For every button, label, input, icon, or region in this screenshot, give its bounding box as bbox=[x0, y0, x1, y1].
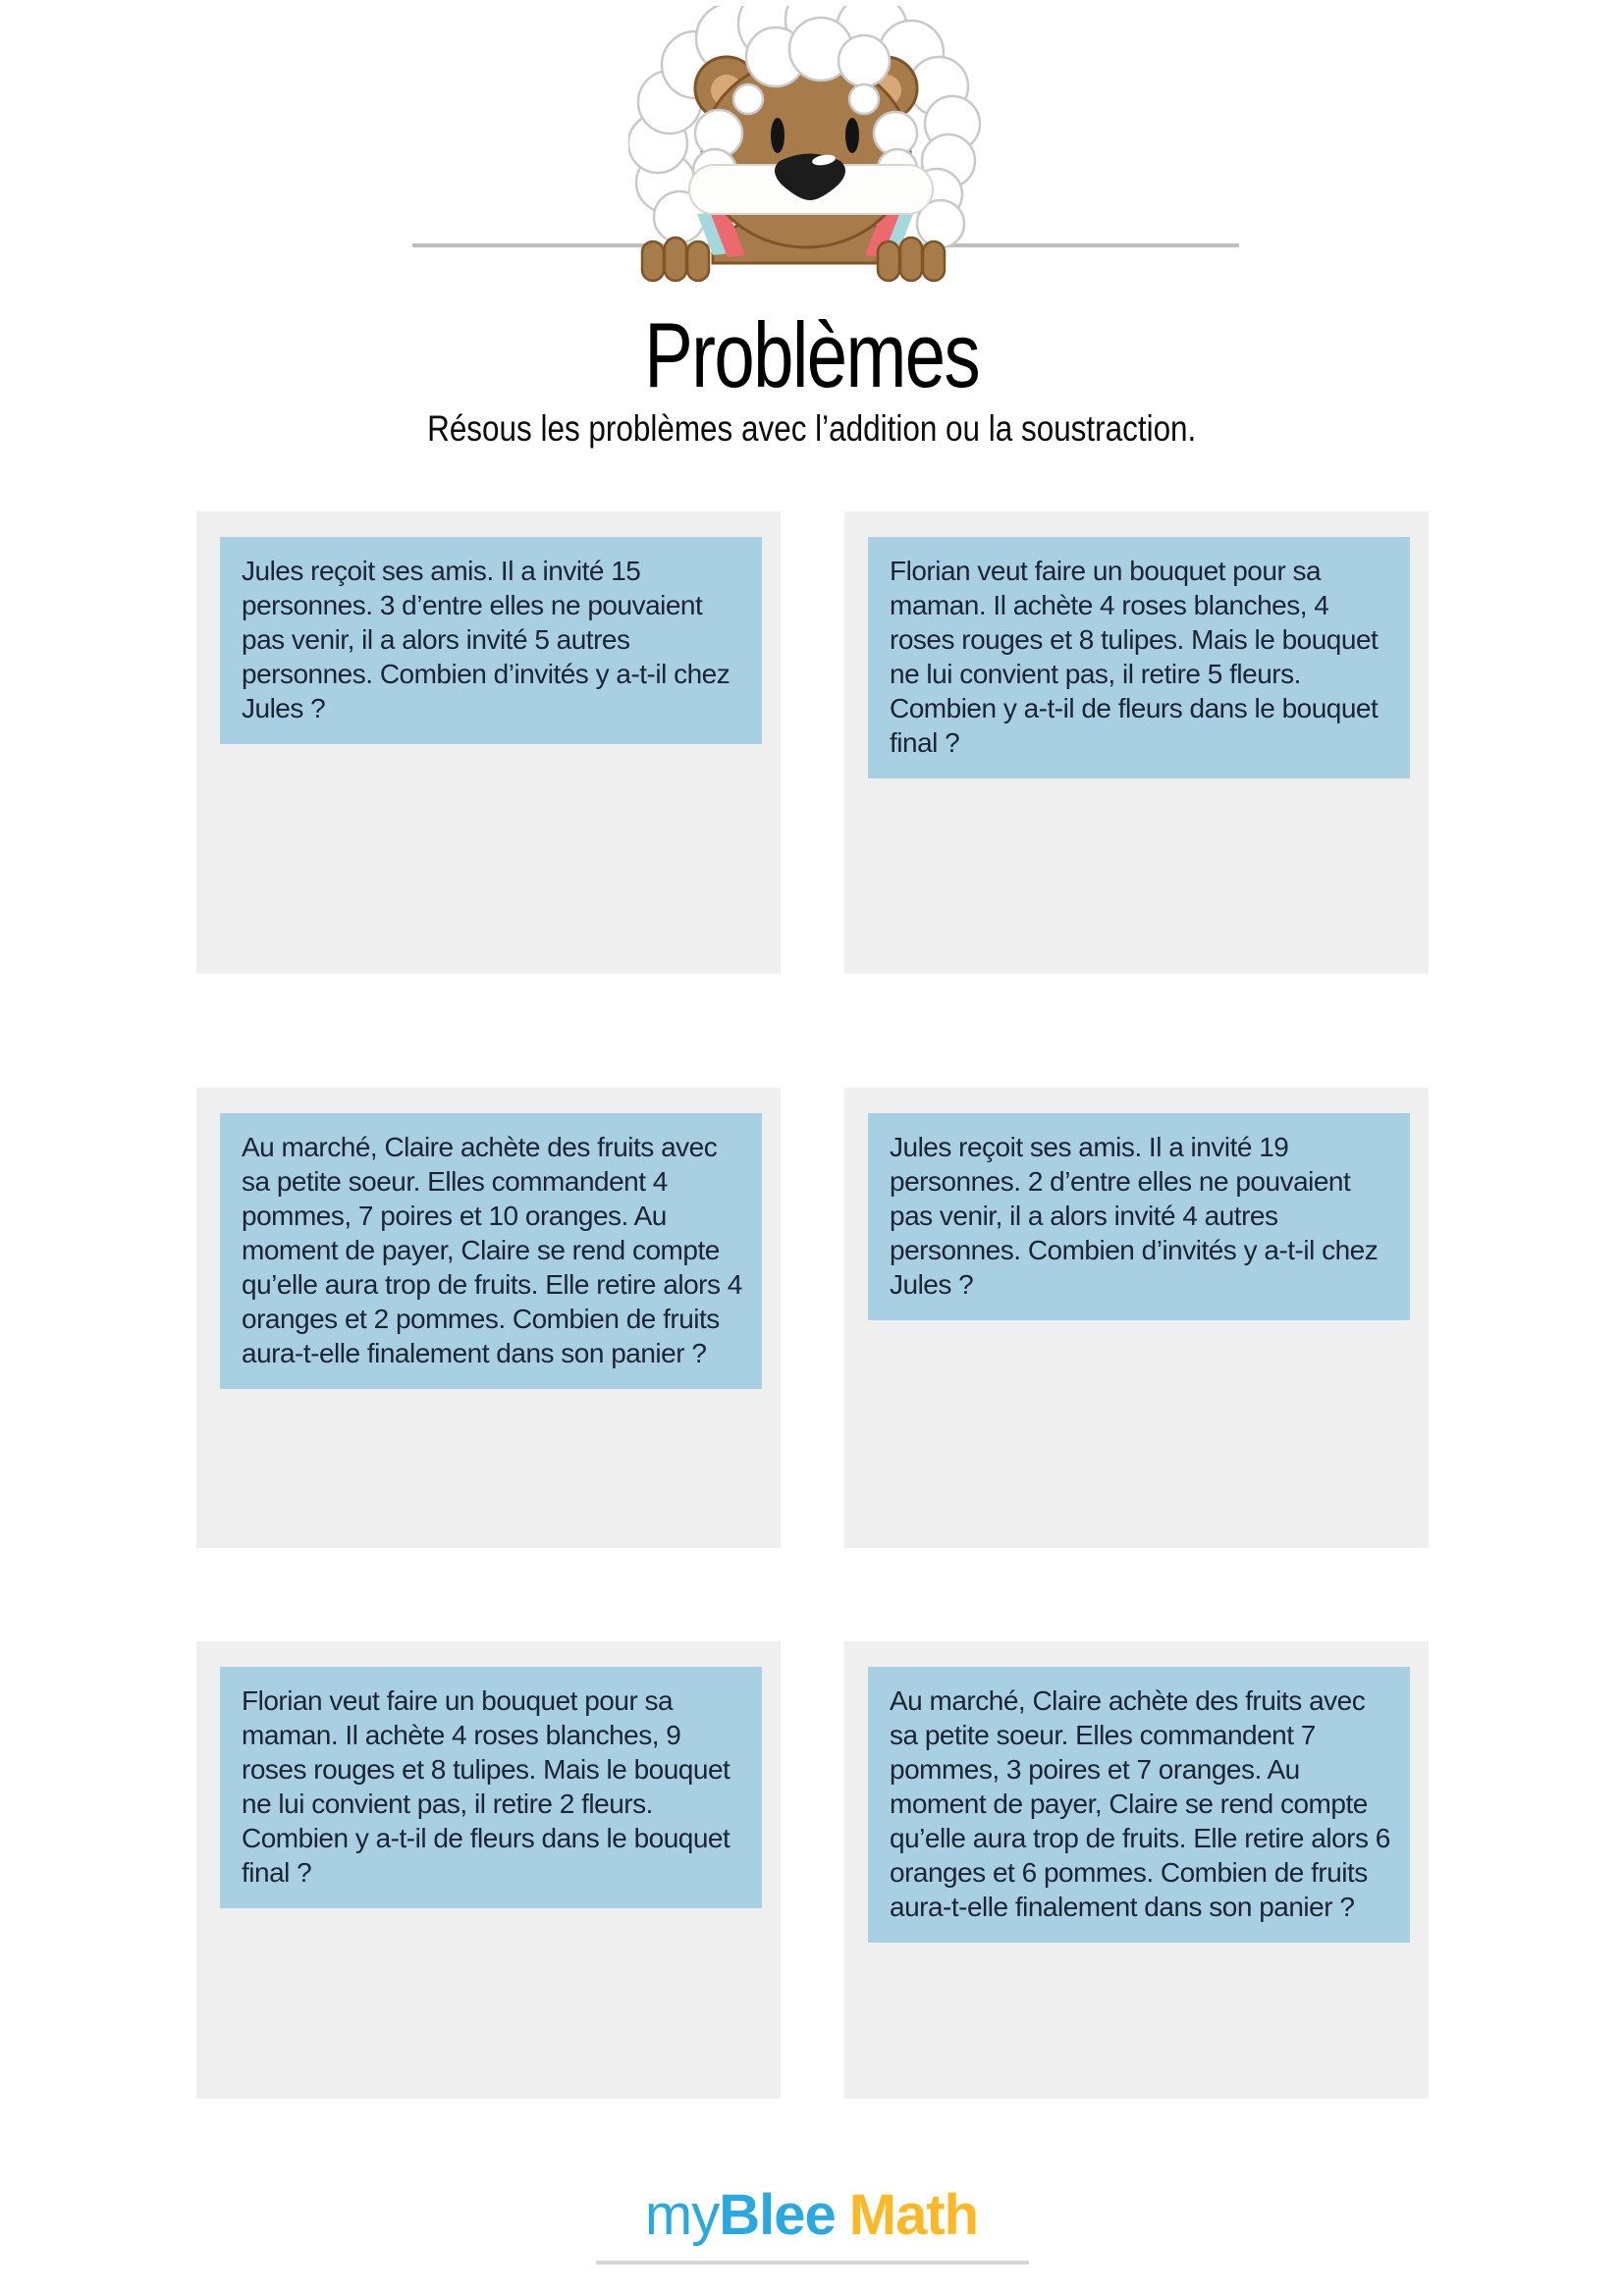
problem-card-1 bbox=[196, 511, 781, 974]
problem-text: Florian veut faire un bouquet pour sa maman. Il achète 4 roses blanches, 4 roses rouges et 8 tulipes. Mais le bouquet ne lui convient pas, il retire 5 fleurs. Combien y a-t-il de fleurs dans le bouquet final ? bbox=[890, 556, 1379, 758]
problem-card-5 bbox=[196, 1641, 781, 2099]
problem-statement-box bbox=[220, 1667, 762, 1908]
problem-text: Jules reçoit ses amis. Il a invité 15 personnes. 3 d’entre elles ne pouvaient pas venir, il a alors invité 5 autres personnes. Combien d’invités y a-t-il chez Jules ? bbox=[242, 556, 730, 723]
problem-card-2 bbox=[844, 511, 1429, 974]
page-title: Problèmes bbox=[644, 303, 979, 406]
problem-statement-box bbox=[220, 1113, 762, 1389]
problem-card-4 bbox=[844, 1088, 1429, 1548]
problem-statement-box bbox=[868, 1667, 1410, 1943]
problem-text: Au marché, Claire achète des fruits avec sa petite soeur. Elles commandent 7 pommes, 3 poires et 7 oranges. Au moment de payer, Claire se rend compte qu’elle aura trop de fruits. Elle retire alors 6 oranges et 6 pommes. Combien de fruits aura-t-elle finalement dans son panier ? bbox=[890, 1685, 1390, 1922]
problem-statement-box bbox=[220, 537, 762, 744]
page-subtitle: Résous les problèmes avec l’addition ou la soustraction. bbox=[426, 408, 1197, 449]
problem-text: Florian veut faire un bouquet pour sa maman. Il achète 4 roses blanches, 9 roses rouges et 8 tulipes. Mais le bouquet ne lui convient pas, il retire 2 fleurs. Combien y a-t-il de fleurs dans le bouquet final ? bbox=[242, 1685, 730, 1888]
footer-rule bbox=[596, 2261, 1029, 2265]
logo-math: Math bbox=[848, 2183, 979, 2247]
myblee-math-logo bbox=[0, 2185, 1623, 2246]
logo-my: my bbox=[644, 2183, 720, 2247]
problem-card-3 bbox=[196, 1088, 781, 1548]
problem-text: Jules reçoit ses amis. Il a invité 19 personnes. 2 d’entre elles ne pouvaient pas venir, il a alors invité 4 autres personnes. Combien d’invités y a-t-il chez Jules ? bbox=[890, 1132, 1379, 1300]
problem-statement-box bbox=[868, 537, 1410, 778]
logo-blee: Blee bbox=[719, 2183, 836, 2247]
problem-statement-box bbox=[868, 1113, 1410, 1320]
problem-text: Au marché, Claire achète des fruits avec sa petite soeur. Elles commandent 4 pommes, 7 poires et 10 oranges. Au moment de payer, Claire se rend compte qu’elle aura trop de fruits. Elle retire alors 4 oranges et 2 pommes. Combien de fruits aura-t-elle finalement dans son panier ? bbox=[242, 1132, 742, 1368]
einstein-bear-peeking-icon bbox=[628, 6, 982, 289]
problem-card-6 bbox=[844, 1641, 1429, 2099]
